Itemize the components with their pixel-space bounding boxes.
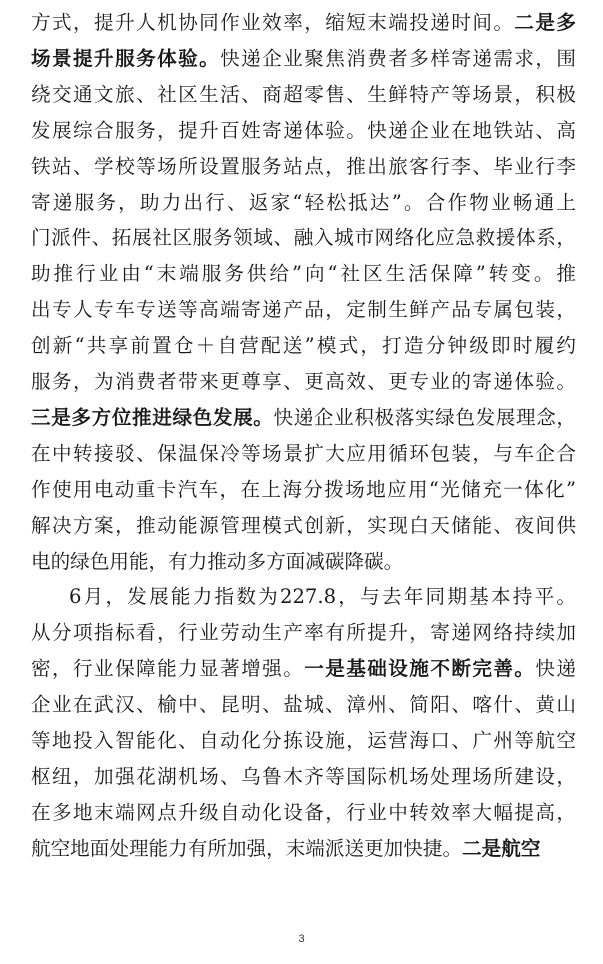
text-run: 快递企业聚焦消费者多样寄递需求，围 xyxy=(220,46,576,70)
text-run: 寄递服务，助力出行、返家“轻松抵达”。合作物业畅通上 xyxy=(31,190,576,214)
text-run: 密，行业保障能力显著增强。 xyxy=(31,657,305,681)
text-run: 在中转接驳、保温保冷等场景扩大应用循环包装，与车企合 xyxy=(31,441,576,465)
text-line xyxy=(31,403,576,433)
text-run: 在多地末端网点升级自动化设备，行业中转效率大幅提高， xyxy=(31,800,576,824)
text-run: 绕交通文旅、社区生活、商超零售、生鲜特产等场景，积极 xyxy=(31,82,576,106)
text-run: 解决方案，推动能源管理模式创新，实现白天储能、夜间供 xyxy=(31,513,576,537)
text-line xyxy=(31,439,576,469)
text-run: 方式，提升人机协同作业效率，缩短末端投递时间。 xyxy=(31,11,515,34)
text-line xyxy=(31,798,576,828)
text-line xyxy=(31,259,576,289)
text-line xyxy=(69,582,576,612)
page-number: 3 xyxy=(298,933,305,945)
text-line xyxy=(31,331,576,361)
bold-heading-run: 三是多方位推进绿色发展。 xyxy=(31,405,274,429)
text-line xyxy=(31,834,576,864)
bold-heading-run: 二是多 xyxy=(514,11,576,34)
text-line xyxy=(31,547,576,577)
text-line xyxy=(31,367,576,397)
text-line xyxy=(31,116,576,146)
text-run: 门派件、拓展社区服务领域、融入城市网络化应急救援体系， xyxy=(31,226,576,250)
text-run: 6月，发展能力指数为227.8，与去年同期基本持平。 xyxy=(69,585,576,609)
text-line xyxy=(31,295,576,325)
text-run: 服务，为消费者带来更尊享、更高效、更专业的寄递体验。 xyxy=(31,370,576,393)
text-line xyxy=(31,152,576,182)
text-run: 电的绿色用能，有力推动多方面减碳降碳。 xyxy=(31,549,404,573)
bold-heading-run: 一是基础设施不断完善。 xyxy=(304,657,536,681)
text-run: 快递 xyxy=(535,657,576,681)
text-run: 枢纽，加强花湖机场、乌鲁木齐等国际机场处理场所建设， xyxy=(31,764,576,788)
text-run: 快递企业积极落实绿色发展理念， xyxy=(273,405,576,429)
text-line xyxy=(31,475,576,505)
text-run: 助推行业由“末端服务供给”向“社区生活保障”转变。推 xyxy=(31,262,576,286)
text-run: 等地投入智能化、自动化分拣设施，运营海口、广州等航空 xyxy=(31,729,576,752)
text-line xyxy=(31,8,576,38)
text-line xyxy=(31,762,576,792)
text-line xyxy=(31,223,576,253)
text-line xyxy=(31,618,576,648)
text-run: 铁站、学校等场所设置服务站点，推出旅客行李、毕业行李 xyxy=(31,154,576,178)
text-line xyxy=(31,511,576,541)
text-line xyxy=(31,690,576,720)
text-line xyxy=(31,80,576,110)
text-run: 航空地面处理能力有所加强，末端派送更加快捷。 xyxy=(31,836,463,860)
text-line xyxy=(31,188,576,218)
text-line xyxy=(31,726,576,756)
text-run: 从分项指标看，行业劳动生产率有所提升，寄递网络持续加 xyxy=(31,621,576,645)
text-run: 创新“共享前置仓＋自营配送”模式，打造分钟级即时履约 xyxy=(31,334,576,358)
text-run: 发展综合服务，提升百姓寄递体验。快递企业在地铁站、高 xyxy=(31,118,576,142)
bold-heading-run: 场景提升服务体验。 xyxy=(31,46,221,70)
text-line xyxy=(31,44,576,74)
bold-heading-run: 二是航空 xyxy=(462,836,541,860)
text-run: 企业在武汉、榆中、昆明、盐城、漳州、简阳、喀什、黄山 xyxy=(31,693,576,717)
text-run: 出专人专车专送等高端寄递产品，定制生鲜产品专属包装， xyxy=(31,298,576,322)
text-run: 作使用电动重卡汽车，在上海分拨场地应用“光储充一体化” xyxy=(31,477,576,501)
text-line xyxy=(31,654,576,684)
